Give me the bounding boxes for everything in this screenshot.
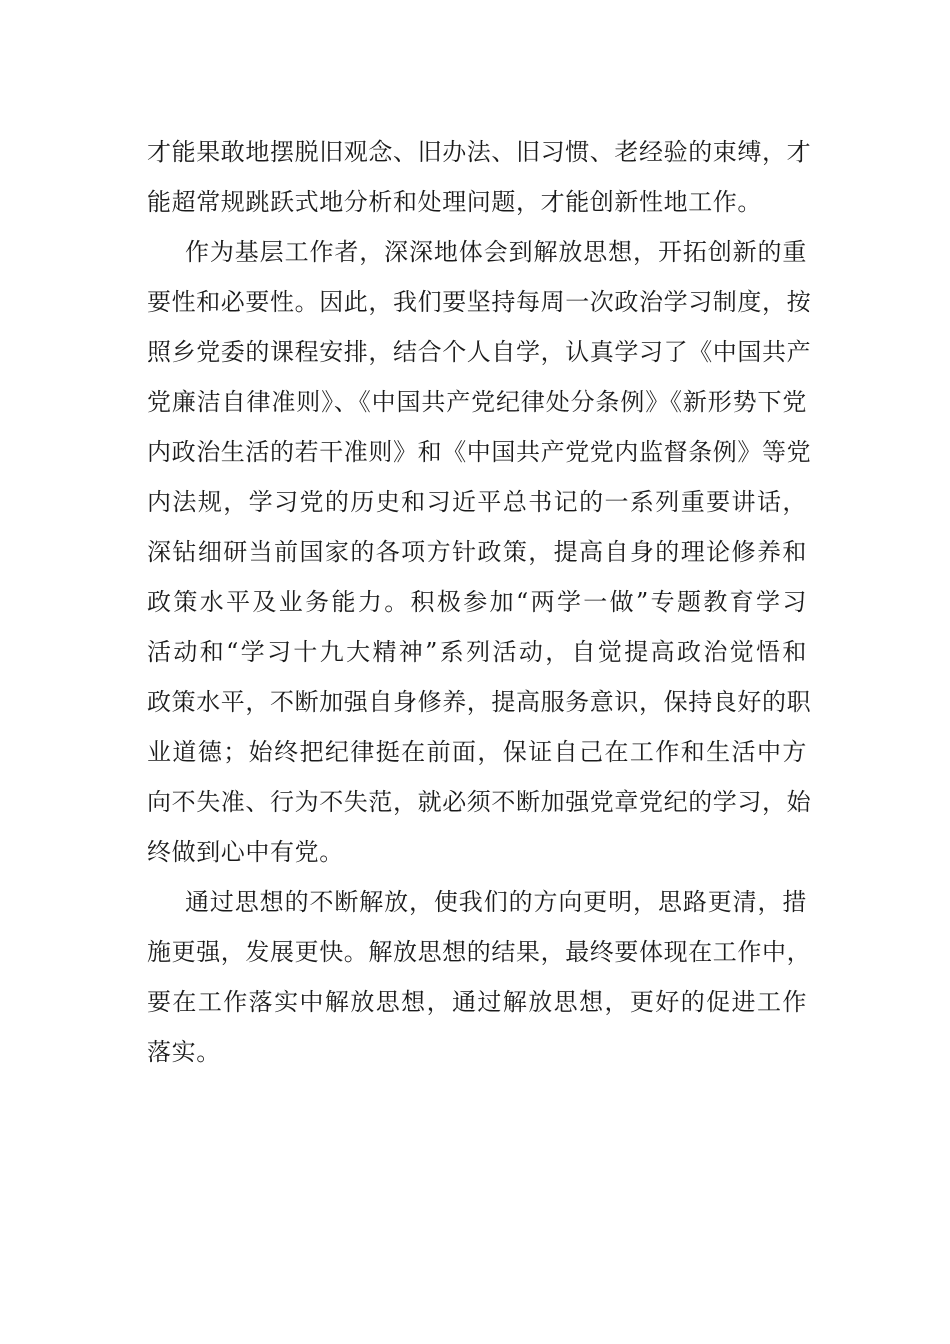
text-line: 内法规，学习党的历史和习近平总书记的一系列重要讲话， [147,488,807,516]
text-line: 要性和必要性。因此，我们要坚持每周一次政治学习制度，按 [147,288,812,316]
paragraph-1 [147,127,812,227]
text-line: 深钻细研当前国家的各项方针政策，提高自身的理论修养和 [147,538,807,566]
text-line: 作为基层工作者，深深地体会到解放思想，开拓创新的重 [185,238,807,266]
paragraph-2 [147,227,812,877]
text-line: 党廉洁自律准则》、《中国共产党纪律处分条例》《新形势下党 [147,388,807,416]
text-line: 才能果敢地摆脱旧观念、旧办法、旧习惯、老经验的束缚，才 [147,138,812,166]
text-line: 活动和“学习十九大精神”系列活动，自觉提高政治觉悟和 [147,638,807,666]
text-line: 落实。 [147,1038,221,1066]
text-line: 向不失准、行为不失范，就必须不断加强党章党纪的学习，始 [147,788,812,816]
document-body [147,127,812,1077]
text-line: 政策水平及业务能力。积极参加“两学一做”专题教育学习 [147,588,807,616]
text-line: 终做到心中有党。 [147,838,344,866]
text-line: 政策水平，不断加强自身修养，提高服务意识，保持良好的职 [147,688,812,716]
text-line: 照乡党委的课程安排，结合个人自学，认真学习了《中国共产 [147,338,812,366]
text-line: 内政治生活的若干准则》和《中国共产党党内监督条例》等党 [147,438,812,466]
text-line: 施更强，发展更快。解放思想的结果，最终要体现在工作中， [147,938,812,966]
text-line: 能超常规跳跃式地分析和处理问题，才能创新性地工作。 [147,188,762,216]
text-line: 要在工作落实中解放思想，通过解放思想，更好的促进工作 [147,988,807,1016]
text-line: 通过思想的不断解放，使我们的方向更明，思路更清，措 [185,888,807,916]
paragraph-3 [147,877,812,1077]
text-line: 业道德；始终把纪律挺在前面，保证自己在工作和生活中方 [147,738,807,766]
